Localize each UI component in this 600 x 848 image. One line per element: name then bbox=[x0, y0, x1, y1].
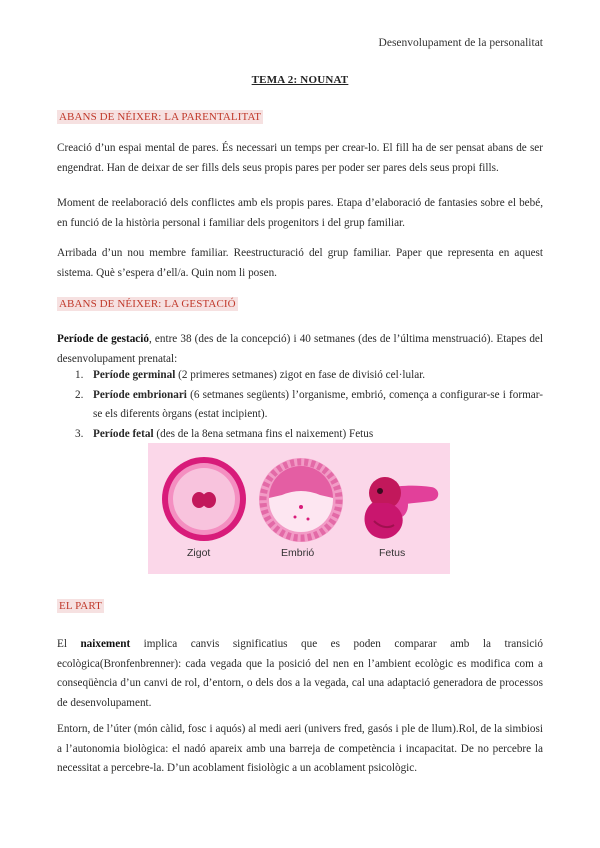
term: Període embrionari bbox=[93, 388, 187, 401]
prenatal-stages-list bbox=[57, 366, 543, 444]
paragraph: Moment de reelaboració dels conflictes amb els propis pares. Etapa d’elaboració de fantasies sobre el bebé, en funció de la història personal i familiar dels progenitors i del grup familiar. bbox=[57, 197, 543, 229]
document-title: TEMA 2: NOUNAT bbox=[251, 74, 349, 86]
section-heading-gestacio: ABANS DE NÉIXER: LA GESTACIÓ bbox=[59, 298, 236, 310]
list-item bbox=[57, 366, 543, 386]
paragraph: Arribada d’un nou membre familiar. Reestructuració del grup familiar. Paper que representa en aquest sistema. Què s’espera d’ell/a. Quin nom li posen. bbox=[57, 247, 543, 279]
prenatal-stages-figure bbox=[148, 443, 450, 574]
fetus-illustration bbox=[365, 477, 439, 539]
caption-zigot: Zigot bbox=[187, 547, 211, 559]
list-text: (2 primeres setmanes) zigot en fase de divisió cel·lular. bbox=[175, 369, 426, 381]
paragraph: Creació d’un espai mental de pares. És necessari un temps per crear-lo. El fill ha de ser pensat abans de ser engendrat. Han de deixar de ser fills dels seus propis pares per poder ser pares dels seus propi fills. bbox=[57, 142, 543, 174]
caption-embrio: Embrió bbox=[281, 547, 315, 559]
list-number: 3. bbox=[75, 427, 84, 440]
list-item bbox=[57, 386, 543, 425]
list-text: (6 setmanes següents) l’organisme, embrió, comença a configurar-se i formar-se els diferents òrgans (estat incipient). bbox=[93, 388, 543, 420]
embrio-illustration bbox=[259, 458, 343, 542]
section-heading-part: EL PART bbox=[59, 600, 102, 612]
paragraph: Entorn, de l’úter (món càlid, fosc i aquós) al medi aeri (univers fred, gasós i ple de llum).Rol, de la simbiosi a l’autonomia biològica: el nadó apareix amb una barreja de competència i incapacitat. De no percebre la necessitat a percebre-la. D’un acoblament fisiològic a un acoblament psicològic. bbox=[57, 723, 543, 774]
caption-fetus: Fetus bbox=[379, 547, 406, 559]
running-header: Desenvolupament de la personalitat bbox=[378, 37, 543, 49]
zigot-illustration bbox=[162, 457, 246, 541]
list-number: 2. bbox=[75, 388, 84, 401]
paragraph-naixement bbox=[57, 635, 543, 713]
term: Període fetal bbox=[93, 427, 154, 440]
term: Període germinal bbox=[93, 369, 176, 381]
section-heading-parentalitat: ABANS DE NÉIXER: LA PARENTALITAT bbox=[59, 111, 262, 123]
list-item bbox=[57, 425, 543, 445]
term-naixement: naixement bbox=[80, 638, 131, 650]
paragraph-text: El bbox=[57, 638, 81, 650]
paragraph-text: , entre 38 (des de la concepció) i 40 setmanes (des de l’última menstruació). Etapes del desenvolupament prenatal: bbox=[57, 333, 544, 365]
term-periode-gestacio: Període de gestació bbox=[57, 333, 149, 345]
paragraph-gestacio-intro bbox=[57, 330, 543, 369]
list-text: (des de la 8ena setmana fins el naixement) Fetus bbox=[153, 427, 374, 440]
paragraph-text: implica canvis significatius que es poden comparar amb la transició ecològica(Bronfenbrenner): cada vegada que la posició del nen en l’ambient ecològic es modifica com a conseqüència d’un canvi de rol, d’entorn, o dels dos a la vegada, cal una adaptació generadora de processos de desenvolupament. bbox=[57, 638, 543, 709]
list-number: 1. bbox=[75, 369, 84, 381]
